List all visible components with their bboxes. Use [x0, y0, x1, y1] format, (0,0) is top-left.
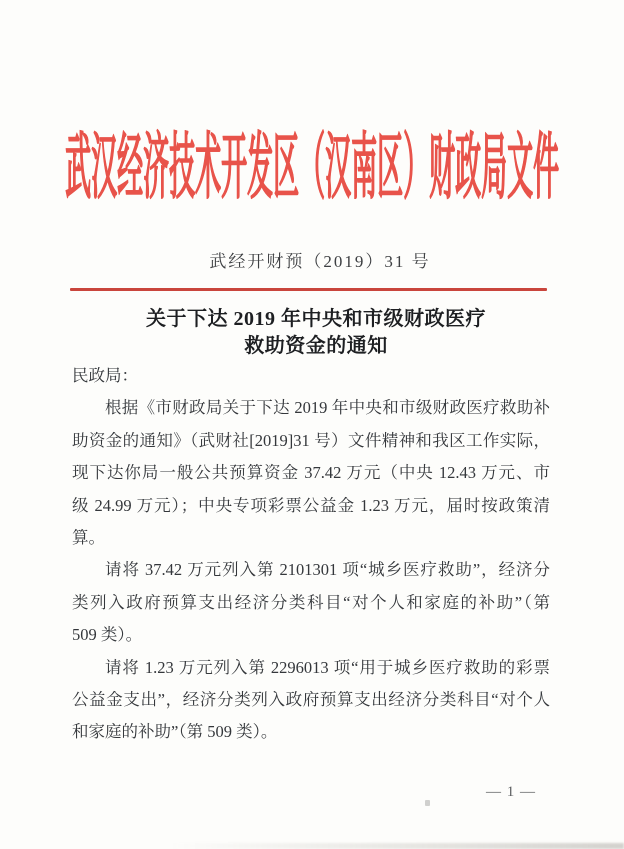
- document-number: 武经开财预（2019）31 号: [209, 252, 431, 271]
- body-line: 类列入政府预算支出经济分类科目“对个人和家庭的补助”（第: [72, 592, 550, 612]
- body-line: 级 24.99 万元）；中央专项彩票公益金 1.23 万元，届时按政策清: [72, 495, 550, 515]
- paragraph-1: [72, 392, 550, 554]
- scan-edge-shadow: [170, 843, 624, 849]
- body-line: 请将 37.42 万元列入第 2101301 项“城乡医疗救助”，经济分: [105, 560, 550, 580]
- body-line: 助资金的通知》（武财社[2019]31 号）文件精神和我区工作实际，: [72, 430, 550, 450]
- body-line: 和家庭的补助”（第 509 类）。: [72, 722, 278, 742]
- body-line: 509 类）。: [72, 625, 143, 645]
- red-separator-line: [70, 288, 547, 291]
- document-body: [72, 360, 550, 749]
- letterhead-title: 武汉经济技术开发区（汉南区）财政局文件: [65, 129, 560, 209]
- body-line: 算。: [72, 527, 105, 547]
- body-line: 请将 1.23 万元列入第 2296013 项“用于城乡医疗救助的彩票: [105, 657, 550, 677]
- paragraph-3: [72, 652, 550, 749]
- recipient-line: 民政局：: [72, 366, 138, 385]
- page-number: — 1 —: [486, 784, 536, 800]
- body-line: 现下达你局一般公共预算资金 37.42 万元（中央 12.43 万元、市: [72, 463, 550, 483]
- body-line: 根据《市财政局关于下达 2019 年中央和市级财政医疗救助补: [105, 398, 550, 418]
- body-line: 公益金支出”，经济分类列入政府预算支出经济分类科目“对个人: [72, 689, 550, 709]
- notice-title-line-1: 关于下达 2019 年中央和市级财政医疗: [146, 308, 486, 330]
- notice-title-line-2: 救助资金的通知: [244, 335, 388, 357]
- paragraph-2: [72, 554, 550, 651]
- letterhead: [0, 129, 624, 209]
- notice-title: [4, 306, 624, 360]
- scan-artifact: [425, 800, 430, 806]
